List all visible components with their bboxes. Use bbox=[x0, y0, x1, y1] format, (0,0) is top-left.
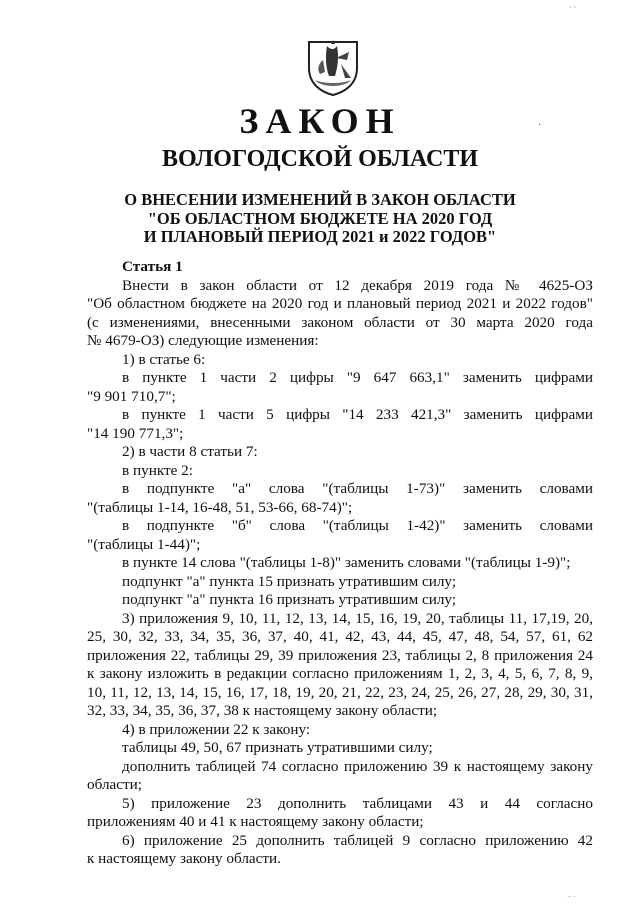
list-item-line: области; bbox=[87, 776, 142, 793]
list-item-line: 3) приложения 9, 10, 11, 12, 13, 14, 15, 16, 19, 20, таблицы 11, 17,19, 20, bbox=[122, 609, 593, 627]
document-subtitle: ВОЛОГОДСКОЙ ОБЛАСТИ bbox=[161, 146, 479, 172]
list-item-line: "(таблицы 1-44)"; bbox=[87, 535, 201, 553]
intro-line: Внести в закон области от 12 декабря 2019 года № 4625-ОЗ bbox=[122, 276, 593, 294]
list-item: таблицы 49, 50, 67 признать утратившими силу; bbox=[122, 739, 433, 756]
list-item-line: в подпункте "а" слова "(таблицы 1-73)" заменить словами bbox=[122, 480, 593, 497]
list-item-line: 5) приложение 23 дополнить таблицами 43 и 44 согласно bbox=[122, 794, 593, 812]
heading-line: И ПЛАНОВЫЙ ПЕРИОД 2021 и 2022 ГОДОВ" bbox=[143, 227, 497, 246]
list-item-line: "9 901 710,7"; bbox=[87, 387, 176, 405]
scan-speck: ·· · bbox=[567, 893, 576, 901]
scan-speck: · · bbox=[569, 3, 577, 12]
heading-line: О ВНЕСЕНИИ ИЗМЕНЕНИЙ В ЗАКОН ОБЛАСТИ bbox=[124, 190, 516, 209]
list-item-line: 32, 33, 34, 35, 36, 37, 38 к настоящему закону области; bbox=[87, 702, 438, 719]
list-item-line: к настоящему закону области. bbox=[87, 850, 281, 867]
article-title: Статья 1 bbox=[122, 258, 183, 275]
document-title: ЗАКОН bbox=[239, 101, 401, 141]
law-body bbox=[87, 258, 593, 869]
list-item-line: "(таблицы 1-14, 16-48, 51, 53-66, 68-74)"; bbox=[87, 498, 353, 516]
list-item: 1) в статье 6: bbox=[122, 350, 206, 368]
scan-speck: · bbox=[538, 120, 542, 131]
intro-line: "Об областном бюджете на 2020 год и плановый период 2021 и 2022 годов" bbox=[87, 295, 593, 312]
list-item: 2) в части 8 статьи 7: bbox=[122, 443, 258, 460]
list-item: в пункте 14 слова "(таблицы 1-8)" заменить словами "(таблицы 1-9)"; bbox=[122, 554, 571, 571]
list-item: подпункт "а" пункта 15 признать утратившим силу; bbox=[122, 572, 457, 590]
heading-line: "ОБ ОБЛАСТНОМ БЮДЖЕТЕ НА 2020 ГОД bbox=[147, 208, 493, 228]
list-item-line: к закону изложить в редакции согласно приложениям 1, 2, 3, 4, 5, 6, 7, 8, 9, bbox=[87, 665, 593, 682]
list-item: 4) в приложении 22 к закону: bbox=[122, 720, 311, 738]
list-item-line: 25, 30, 32, 33, 34, 35, 36, 37, 40, 41, 42, 43, 44, 45, 47, 48, 54, 57, 61, 62 bbox=[87, 628, 593, 645]
list-item-line: дополнить таблицей 74 согласно приложению 39 к настоящему закону bbox=[122, 757, 593, 775]
list-item-line: в подпункте "б" слова "(таблицы 1-42)" заменить словами bbox=[122, 517, 593, 534]
intro-line: № 4679-ОЗ) следующие изменения: bbox=[87, 332, 319, 349]
list-item: в пункте 2: bbox=[122, 461, 193, 479]
list-item-line: в пункте 1 части 5 цифры "14 233 421,3" заменить цифрами bbox=[122, 406, 593, 423]
law-heading bbox=[0, 191, 640, 247]
intro-line: (с изменениями, внесенными законом области от 30 марта 2020 года bbox=[87, 313, 593, 331]
list-item: подпункт "а" пункта 16 признать утратившим силу; bbox=[122, 591, 457, 608]
list-item-line: 10, 11, 12, 13, 14, 15, 16, 17, 18, 19, 20, 21, 22, 23, 24, 25, 26, 27, 28, 29, 30, 31, bbox=[87, 683, 593, 701]
list-item-line: 6) приложение 25 дополнить таблицей 9 согласно приложению 42 bbox=[122, 831, 593, 849]
list-item-line: "14 190 771,3"; bbox=[87, 424, 184, 442]
coat-of-arms-icon bbox=[305, 38, 361, 96]
list-item-line: в пункте 1 части 2 цифры "9 647 663,1" заменить цифрами bbox=[122, 369, 593, 386]
list-item-line: приложения 22, таблицы 29, 39 приложения 23, таблицы 2, 8 приложения 24 bbox=[87, 646, 593, 664]
list-item-line: приложениям 40 и 41 к настоящему закону области; bbox=[87, 813, 424, 830]
